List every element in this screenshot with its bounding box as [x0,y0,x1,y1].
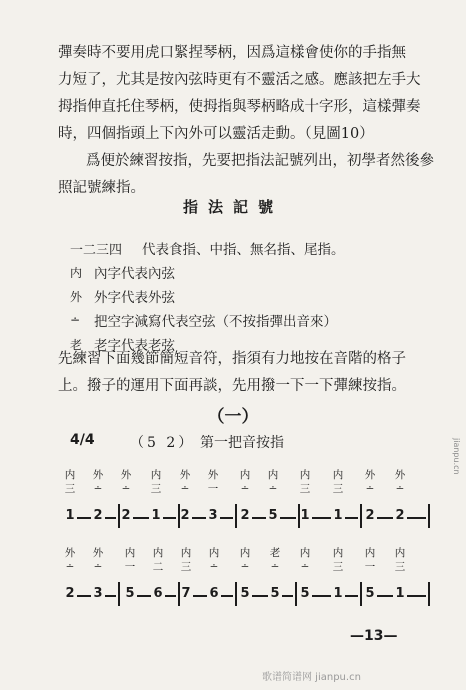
note: 7 [181,586,191,601]
note: 5 [300,586,310,601]
note: 1 [300,508,310,523]
exercise-name: 第一把音按指 [200,435,284,451]
finger-mark: 三 [150,483,162,495]
barline [298,504,300,528]
barline [360,582,362,606]
note: 5 [270,586,280,601]
paragraph-line: 上。撥子的運用下面再談，先用撥一下一下彈練按指。 [58,378,406,394]
string-mark: 内 [394,547,406,559]
paragraph-line: 彈奏時不要用虎口緊捏琴柄，因爲這樣會使你的手指無 [58,45,406,61]
legend-key: 老 [70,337,83,352]
paragraph-line: 拇指伸直托住琴柄，使拇指與琴柄略成十字形，這樣彈奏 [58,99,421,115]
barline [428,504,430,528]
exercise-title: （一） [207,407,259,427]
note: 5 [268,508,278,523]
finger-mark: ∸ [240,561,250,573]
legend-key: 内 [70,265,83,280]
barline [428,582,430,606]
barline [295,582,297,606]
barline [235,582,237,606]
note-dash [105,595,116,597]
watermark: 歌谱简谱网 jianpu.cn [262,672,361,683]
string-mark: 外 [364,469,376,481]
note: 1 [333,508,343,523]
note: 6 [153,586,163,601]
finger-mark: ∸ [240,483,250,495]
note: 2 [180,508,190,523]
legend-key: 一二三四 [70,242,123,258]
string-mark: 内 [364,547,376,559]
note: 5 [240,586,250,601]
string-mark: 内 [299,547,311,559]
note: 1 [395,586,405,601]
string-mark: 外 [394,469,406,481]
note-dash [312,517,331,519]
note-dash [165,595,176,597]
page-number: —13— [350,628,398,644]
string-mark: 外 [92,469,104,481]
note: 1 [65,508,75,523]
note-dash [282,595,293,597]
finger-mark: ∸ [65,561,75,573]
note: 2 [121,508,131,523]
note: 5 [125,586,135,601]
finger-mark: 一 [207,483,219,495]
legend-key: ∸ [70,313,81,327]
time-signature: 4/4 [70,432,95,448]
string-mark: 内 [150,469,162,481]
finger-mark: 三 [299,483,311,495]
finger-mark: ∸ [268,483,278,495]
note-dash [345,595,358,597]
note-dash [252,595,268,597]
barline [118,504,120,528]
barline [118,582,120,606]
string-mark: 内 [180,547,192,559]
paragraph-line: 時，四個指頭上下內外可以靈活走動。（見圖10） [58,126,374,142]
legend-desc: 老字代表老弦 [94,338,175,354]
finger-mark: 三 [64,483,76,495]
paragraph-line: 爲便於練習按指，先要把指法記號列出，初學者然後參 [86,153,434,169]
note-dash [377,517,393,519]
finger-mark: 二 [152,561,164,573]
string-mark: 外 [120,469,132,481]
paragraph-line: 照記號練指。 [58,180,145,196]
note: 2 [240,508,250,523]
legend-desc: 代表食指、中指、無名指、尾指。 [142,242,345,258]
string-mark: 内 [152,547,164,559]
legend-desc: 外字代表外弦 [94,290,175,306]
finger-mark: ∸ [180,483,190,495]
string-mark: 内 [124,547,136,559]
note: 5 [365,586,375,601]
note-dash [407,595,426,597]
tuning: （5 2） [130,435,196,451]
finger-mark: 三 [332,483,344,495]
finger-mark: 三 [332,561,344,573]
barline [178,504,180,528]
finger-mark: 三 [180,561,192,573]
string-mark: 外 [207,469,219,481]
string-mark: 内 [332,469,344,481]
string-mark: 外 [92,547,104,559]
note-dash [192,517,206,519]
note-dash [77,595,91,597]
note: 2 [365,508,375,523]
finger-mark: 一 [364,561,376,573]
finger-mark: ∸ [395,483,405,495]
string-mark: 老 [269,547,281,559]
string-mark: 内 [239,547,251,559]
section-title: 指法記號 [182,198,283,216]
note-dash [77,517,91,519]
note-dash [163,517,176,519]
finger-mark: ∸ [93,561,103,573]
finger-mark: ∸ [121,483,131,495]
note-dash [193,595,207,597]
note-dash [133,517,149,519]
note: 3 [93,586,103,601]
string-mark: 内 [332,547,344,559]
legend-desc: 把空字減寫代表空弦（不按指彈出音來） [94,314,337,330]
finger-mark: ∸ [93,483,103,495]
note-dash [407,517,426,519]
note: 2 [395,508,405,523]
note-dash [280,517,296,519]
finger-mark: ∸ [300,561,310,573]
note-dash [220,517,233,519]
legend-key: 外 [70,289,83,304]
finger-mark: ∸ [209,561,219,573]
string-mark: 内 [239,469,251,481]
finger-mark: ∸ [365,483,375,495]
string-mark: 内 [208,547,220,559]
barline [360,504,362,528]
finger-mark: 三 [394,561,406,573]
note: 2 [65,586,75,601]
side-watermark: jianpu.cn [452,438,461,475]
note-dash [137,595,151,597]
string-mark: 内 [299,469,311,481]
note: 2 [93,508,103,523]
paragraph-line: 先練習下面幾節簡短音符，指須有力地按在音階的格子 [58,351,406,367]
note-dash [252,517,266,519]
paragraph-line: 力短了，尤其是按內弦時更有不靈活之感。應該把左手大 [58,72,421,88]
finger-mark: ∸ [270,561,280,573]
note-dash [312,595,331,597]
string-mark: 内 [267,469,279,481]
note: 1 [333,586,343,601]
note: 3 [208,508,218,523]
legend-desc: 內字代表內弦 [94,266,175,282]
note: 1 [151,508,161,523]
barline [178,582,180,606]
note-dash [345,517,358,519]
barline [235,504,237,528]
finger-mark: 一 [124,561,136,573]
note-dash [105,517,116,519]
string-mark: 外 [64,547,76,559]
note: 6 [209,586,219,601]
string-mark: 内 [64,469,76,481]
note-dash [377,595,393,597]
note-dash [221,595,233,597]
string-mark: 外 [179,469,191,481]
